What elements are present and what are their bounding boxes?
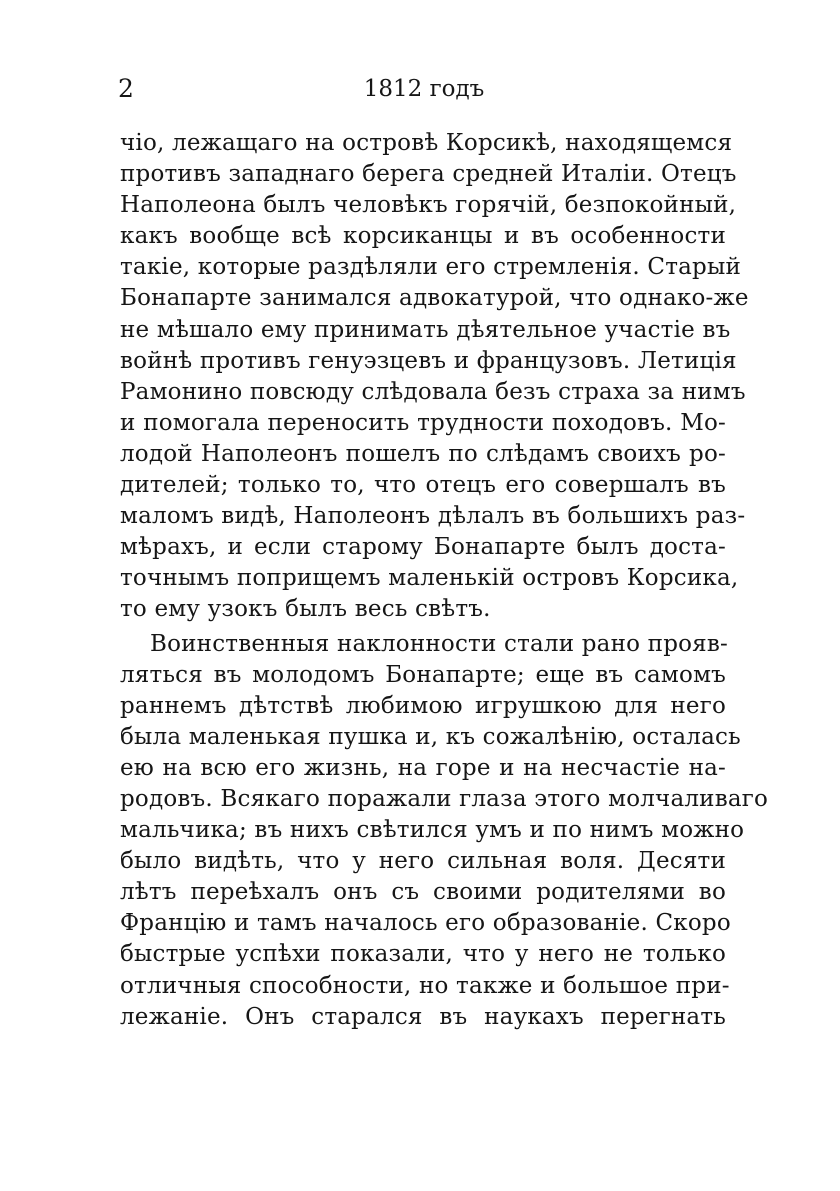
text-line: отличныя способности, но также и большое при- <box>120 972 730 999</box>
text-line: Наполеона былъ человѣкъ горячій, безпокойный, <box>120 192 737 219</box>
text-line: войнѣ противъ генуэзцевъ и французовъ. Летиція <box>120 347 737 374</box>
text-line: то ему узокъ былъ весь свѣтъ. <box>120 596 491 623</box>
text-line: ею на всю его жизнь, на горе и на несчастіе на- <box>120 754 726 781</box>
page-header <box>118 70 730 110</box>
text-line: Францію и тамъ началось его образованіе. Скоро <box>120 910 731 937</box>
body-text <box>120 128 769 1033</box>
text-line: мальчика; въ нихъ свѣтился умъ и по нимъ можно <box>120 817 745 844</box>
text-line: ляться въ молодомъ Бонапарте; еще въ самомъ <box>120 661 726 688</box>
text-line: раннемъ дѣтствѣ любимою игрушкою для него <box>120 692 726 719</box>
paragraph-1 <box>120 128 749 626</box>
text-line: такіе, которые раздѣляли его стремленія. Старый <box>120 254 742 281</box>
text-line: дителей; только то, что отецъ его совершалъ въ <box>120 472 726 499</box>
text-line: было видѣть, что у него сильная воля. Десяти <box>120 848 726 875</box>
text-line: Рамонино повсюду слѣдовала безъ страха за нимъ <box>120 378 746 405</box>
text-line: маломъ видѣ, Наполеонъ дѣлалъ въ большихъ раз- <box>120 503 746 530</box>
paragraph-2 <box>120 629 769 1033</box>
text-line: Воинственныя наклонности стали рано прояв- <box>150 630 729 657</box>
text-line: Бонапарте занимался адвокатурой, что однако-же <box>120 285 749 312</box>
text-line: не мѣшало ему принимать дѣятельное участіе въ <box>120 316 731 343</box>
text-line: была маленькая пушка и, къ сожалѣнію, осталась <box>120 723 741 750</box>
text-line: какъ вообще всѣ корсиканцы и въ особенности <box>120 223 726 250</box>
text-line: лодой Наполеонъ пошелъ по слѣдамъ своихъ ро- <box>120 440 726 467</box>
text-line: противъ западнаго берега средней Италіи. Отецъ <box>120 161 737 188</box>
text-line: чіо, лежащаго на островѣ Корсикѣ, находящемся <box>120 130 733 156</box>
text-line: быстрые успѣхи показали, что у него не только <box>120 941 726 968</box>
text-line: лежаніе. Онъ старался въ наукахъ перегнать <box>120 1003 726 1030</box>
text-line: точнымъ поприщемъ маленькій островъ Корсика, <box>120 565 739 592</box>
text-line: и помогала переносить трудности походовъ. Мо- <box>120 409 726 436</box>
text-line: мѣрахъ, и если старому Бонапарте былъ доста- <box>120 534 726 561</box>
page-number: 2 <box>118 74 134 103</box>
text-line: родовъ. Всякаго поражали глаза этого молчаливаго <box>120 785 769 812</box>
text-line: лѣтъ переѣхалъ онъ съ своими родителями во <box>120 879 726 906</box>
running-title: 1812 годъ <box>363 76 485 102</box>
